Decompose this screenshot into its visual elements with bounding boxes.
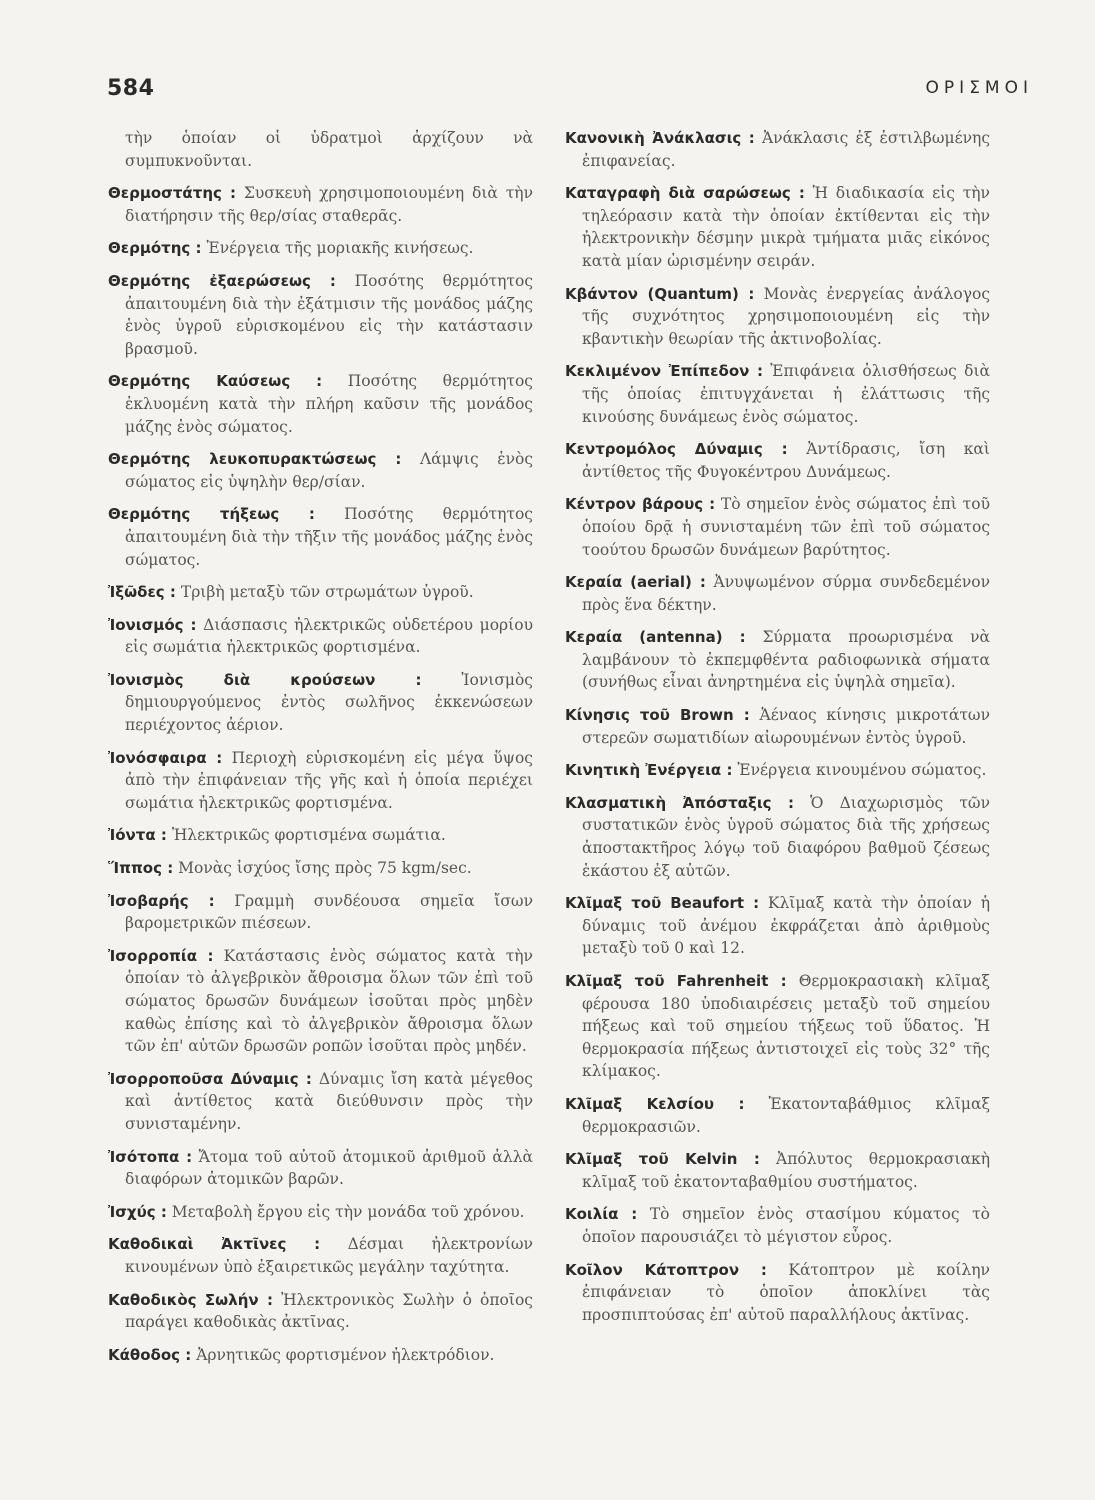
glossary-entry	[565, 283, 990, 351]
entry-definition: Μονὰς ἐνεργείας ἀνάλογος τῆς συχνότητος χρησιμοποιουμένη εἰς τὴν κβαντικὴν θεωρίαν τῆς ἀκτινοβολίας.	[582, 284, 990, 348]
entry-definition: Διάσπασις ἠλεκτρικῶς οὐδετέρου μορίου εἰς σωμάτια ἠλεκτρικῶς φορτισμένα.	[125, 615, 533, 657]
entry-definition: Ὁ Διαχωρισμὸς τῶν συστατικῶν ἑνὸς ὑγροῦ σώματος διὰ τῆς χρήσεως ἀποστακτῆρος λόγῳ τοῦ διαφόρου βαθμοῦ ζέσεως ἑκάστου ἐξ αὐτῶν.	[582, 793, 990, 880]
glossary-entry	[108, 857, 533, 880]
entry-term: Ἰσχύς :	[108, 1202, 167, 1221]
glossary-entry	[565, 438, 990, 483]
entry-term: Ἵππος :	[108, 859, 174, 878]
entry-definition: Ποσότης θερμότητος ἀπαιτουμένη διὰ τὴν ἐξάτμισιν τῆς μονάδος μάζης ἑνὸς ὑγροῦ εὑρισκομένου εἰς τὴν κατάστασιν βρασμοῦ.	[125, 271, 533, 358]
entry-definition: Ἀέναος κίνησις μικροτάτων στερεῶν σωματιδίων αἰωρουμένων ἐντὸς ὑγροῦ.	[582, 706, 990, 747]
entry-definition: Σύρματα προωρισμένα νὰ λαμβάνουν τὸ ἐκπεμφθέντα ραδιοφωνικὰ σήματα (συνήθως εἶναι ἀνηρτημένα εἰς ὑψηλὰ σημεῖα).	[582, 628, 990, 692]
glossary-entry	[108, 581, 533, 604]
left-column	[108, 127, 533, 1376]
entry-definition: Ποσότης θερμότητος ἀπαιτουμένη διὰ τὴν τῆξιν τῆς μονάδος μάζης ἑνὸς σώματος.	[125, 505, 533, 569]
glossary-entry	[108, 1289, 533, 1334]
entry-definition: Ἄτομα τοῦ αὐτοῦ ἀτομικοῦ ἀριθμοῦ ἀλλὰ διαφόρων ἀτομικῶν βαρῶν.	[125, 1147, 533, 1189]
entry-definition: Ἑκατονταβάθμιος κλῖμαξ θερμοκρασιῶν.	[582, 1094, 990, 1136]
glossary-entry	[108, 890, 533, 935]
glossary-entry	[108, 1068, 533, 1136]
glossary-entry	[108, 747, 533, 815]
entry-term: Κβάντον (Quantum) :	[565, 284, 755, 303]
entry-definition: Λάμψις ἑνὸς σώματος εἰς ὑψηλὴν θερ/σίαν.	[125, 450, 534, 491]
glossary-entry	[108, 1344, 533, 1367]
entry-term: Κεραία (antenna) :	[565, 628, 746, 647]
glossary-entry	[565, 1259, 990, 1327]
entry-definition: τὴν ὁποίαν οἱ ὑδρατμοὶ ἀρχίζουν νὰ συμπυκνοῦνται.	[125, 129, 533, 170]
entry-definition: Ἰονισμὸς δημιουργούμενος ἐντὸς σωλῆνος ἐκκενώσεων περιέχοντος ἀέριον.	[125, 670, 533, 735]
glossary-entry	[108, 182, 533, 227]
glossary-entry	[565, 759, 990, 782]
entry-definition: Μεταβολὴ ἔργου εἰς τὴν μονάδα τοῦ χρόνου.	[171, 1202, 525, 1221]
glossary-entry	[108, 270, 533, 360]
entry-term: Κλῖμαξ τοῦ Beaufort :	[565, 894, 760, 913]
glossary-entry	[108, 945, 533, 1058]
entry-term: Κεντρομόλος Δύναμις :	[565, 440, 788, 459]
entry-term: Ἰσότοπα :	[108, 1147, 193, 1166]
entry-term: Ἰονισμὸς διὰ κρούσεων :	[108, 670, 422, 689]
glossary-entry	[108, 237, 533, 260]
glossary-entry	[565, 1093, 990, 1138]
entry-term: Κλῖμαξ Κελσίου :	[565, 1094, 745, 1113]
entry-term: Ἰσορροποῦσα Δύναμις :	[108, 1069, 312, 1088]
glossary-entry	[565, 493, 990, 561]
entry-definition: Ἠλεκτρονικὸς Σωλὴν ὁ ὁποῖος παράγει καθοδικὰς ἀκτῖνας.	[125, 1290, 533, 1332]
entry-definition: Ἐπιφάνεια ὀλισθήσεως διὰ τῆς ὁποίας ἐπιτυγχάνεται ἡ ἐλάττωσις τῆς κινούσης δυνάμεως ἑνὸς σώματος.	[582, 362, 990, 426]
entry-definition: Γραμμὴ συνδέουσα σημεῖα ἴσων βαρομετρικῶν πιέσεων.	[125, 891, 533, 933]
entry-term: Κεκλιμένον Ἐπίπεδον :	[565, 362, 763, 381]
entry-definition: Ἠλεκτρικῶς φορτισμένα σωμάτια.	[171, 826, 446, 845]
entry-term: Κλῖμαξ τοῦ Fahrenheit :	[565, 972, 787, 990]
glossary-entry	[108, 1233, 533, 1278]
entry-term: Ἰονισμός :	[108, 615, 197, 634]
glossary-entry	[565, 626, 990, 694]
entry-term: Θερμότης Καύσεως :	[108, 372, 323, 391]
entry-definition: Συσκευὴ χρησιμοποιουμένη διὰ τὴν διατήρησιν τῆς θερ/σίας σταθερᾶς.	[125, 184, 533, 225]
entry-term: Κλασματικὴ Ἀπόσταξις :	[565, 793, 794, 812]
entry-definition: Ἡ διαδικασία εἰς τὴν τηλεόρασιν κατὰ τὴν ὁποίαν ἐκτίθενται εἰς τὴν ἠλεκτρονικὴν δέσμην μικρὰ τμήματα μιᾶς εἰκόνος κατὰ μίαν ὡρισμένην σειράν.	[582, 184, 990, 270]
entry-definition: Τριβὴ μεταξὺ τῶν στρωμάτων ὑγροῦ.	[180, 583, 474, 602]
entry-term: Κλῖμαξ τοῦ Kelvin :	[565, 1150, 760, 1169]
entry-term: Ἰόντα :	[108, 826, 167, 845]
entry-definition: Ποσότης θερμότητος ἐκλυομένη κατὰ τὴν πλήρη καῦσιν τῆς μονάδος μάζης ἑνὸς σώματος.	[125, 372, 533, 436]
entry-term: Θερμότης λευκοπυρακτώσεως :	[108, 450, 402, 469]
entry-term: Ἰξῶδες :	[108, 583, 176, 602]
entry-definition: Θερμοκρασιακὴ κλῖμαξ φέρουσα 180 ὑποδιαιρέσεις μεταξὺ τοῦ σημείου πήξεως καὶ τοῦ σημείου τήξεως τοῦ ὕδατος. Ἡ θερμοκρασία πήξεως ἀντιστοιχεῖ εἰς τοὺς 32° τῆς κλίμακος.	[582, 972, 991, 1081]
glossary-entry	[108, 824, 533, 847]
entry-definition: Ἀνυψωμένον σύρμα συνδεδεμένον πρὸς ἕνα δέκτην.	[582, 573, 991, 614]
entry-term: Κινητικὴ Ἐνέργεια :	[565, 761, 733, 780]
entry-term: Θερμότης ἐξαερώσεως :	[108, 271, 336, 290]
glossary-entry	[565, 360, 990, 428]
glossary-entry	[565, 1148, 990, 1193]
glossary-entry	[108, 448, 533, 493]
entry-definition: Κατάστασις ἑνὸς σώματος κατὰ τὴν ὁποίαν τὸ ἀλγεβρικὸν ἄθροισμα ὅλων τῶν ἐπὶ τοῦ σώματος δρωσῶν δυνάμεων ἰσοῦται πρὸς μηδὲν καθὼς ἐπίσης καὶ τὸ ἀλγεβρικὸν ἄθροισμα ὅλων τῶν ἐπ' αὐτῶν δρωσῶν ροπῶν ἰσοῦται πρὸς μηδέν.	[125, 946, 533, 1056]
glossary-entry	[108, 1201, 533, 1224]
entry-term: Θερμοστάτης :	[108, 184, 237, 203]
glossary-entry	[108, 503, 533, 571]
glossary-entry	[565, 892, 990, 960]
entry-term: Ἰσορροπία :	[108, 946, 214, 965]
entry-term: Κεραία (aerial) :	[565, 573, 706, 592]
entry-definition: Δύναμις ἴση κατὰ μέγεθος καὶ ἀντίθετος κατὰ διεύθυνσιν πρὸς τὴν συνισταμένην.	[125, 1069, 533, 1133]
glossary-entry	[565, 792, 990, 882]
glossary-entry	[565, 182, 990, 272]
entry-definition: Κάτοπτρον μὲ κοίλην ἐπιφάνειαν τὸ ὁποῖον ἀποκλίνει τὰς προσπιπτούσας ἐπ' αὐτοῦ παραλλήλους ἀκτῖνας.	[582, 1260, 990, 1324]
entry-term: Θερμότης :	[108, 239, 202, 258]
entry-term: Καθοδικὸς Σωλήν :	[108, 1290, 273, 1309]
glossary-entry	[565, 704, 990, 749]
entry-term: Κέντρον βάρους :	[565, 495, 716, 514]
entry-term: Κοιλία :	[565, 1205, 638, 1224]
entry-definition: Τὸ σημεῖον ἑνὸς στασίμου κύματος τὸ ὁποῖον παρουσιάζει τὸ μέγιστον εὖρος.	[582, 1205, 990, 1246]
entry-definition: Μονὰς ἰσχύος ἴσης πρὸς 75 kgm/sec.	[178, 859, 472, 878]
glossary-entry	[565, 970, 990, 1083]
glossary-entry	[565, 1203, 990, 1248]
entry-definition: Τὸ σημεῖον ἑνὸς σώματος ἐπὶ τοῦ ὁποίου δρᾷ ἡ συνισταμένη τῶν ἐπὶ τοῦ σώματος τοούτου δρωσῶν δυνάμεων βαρύτητος.	[582, 495, 991, 559]
entry-term: Θερμότης τήξεως :	[108, 505, 315, 524]
entry-definition: Ἀπόλυτος θερμοκρασιακὴ κλῖμαξ τοῦ ἑκατονταβαθμίου συστήματος.	[582, 1150, 990, 1191]
entry-definition: Ἐνέργεια τῆς μοριακῆς κινήσεως.	[206, 239, 474, 258]
page-number: 584	[107, 76, 155, 101]
entry-term: Κοῖλον Κάτοπτρον :	[565, 1260, 767, 1279]
entry-term: Ἰσοβαρής :	[108, 891, 215, 910]
entry-definition: Ἀνάκλασις ἐξ ἐστιλβωμένης ἐπιφανείας.	[582, 129, 991, 170]
entry-definition: Δέσμαι ἠλεκτρονίων κινουμένων ὑπὸ ἐξαιρετικῶς μεγάλην ταχύτητα.	[125, 1235, 533, 1276]
glossary-entry	[565, 127, 990, 172]
glossary-entry	[565, 571, 990, 616]
entry-term: Ἰονόσφαιρα :	[108, 748, 223, 767]
entry-term: Κίνησις τοῦ Brown :	[565, 706, 750, 725]
entry-term: Καταγραφὴ διὰ σαρώσεως :	[565, 184, 805, 203]
entry-definition: Περιοχὴ εὑρισκομένη εἰς μέγα ὕψος ἀπὸ τὴν ἐπιφάνειαν τῆς γῆς καὶ ἡ ὁποία περιέχει σωμάτια ἠλεκτρικῶς φορτισμένα.	[125, 748, 533, 812]
entry-definition: Ἀντίδρασις, ἴση καὶ ἀντίθετος τῆς Φυγοκέντρου Δυνάμεως.	[582, 440, 990, 481]
glossary-entry	[108, 127, 533, 172]
right-column	[565, 127, 990, 1336]
entry-definition: Κλῖμαξ κατὰ τὴν ὁποίαν ἡ δύναμις τοῦ ἀνέμου ἐκφράζεται ἀπὸ ἀριθμοὺς μεταξὺ τοῦ 0 καὶ 12.	[582, 894, 990, 958]
entry-term: Κάθοδος :	[108, 1345, 192, 1364]
entry-term: Κανονικὴ Ἀνάκλασις :	[565, 129, 755, 147]
glossary-entry	[108, 669, 533, 737]
glossary-entry	[108, 1146, 533, 1191]
glossary-entry	[108, 370, 533, 438]
entry-definition: Ἐνέργεια κινουμένου σώματος.	[737, 761, 987, 780]
entry-term: Καθοδικαὶ Ἀκτῖνες :	[108, 1235, 321, 1254]
glossary-entry	[108, 614, 533, 659]
entry-definition: Ἀρνητικῶς φορτισμένον ἠλεκτρόδιον.	[196, 1345, 495, 1364]
running-head: ΟΡΙΣΜΟΙ	[925, 78, 1033, 98]
